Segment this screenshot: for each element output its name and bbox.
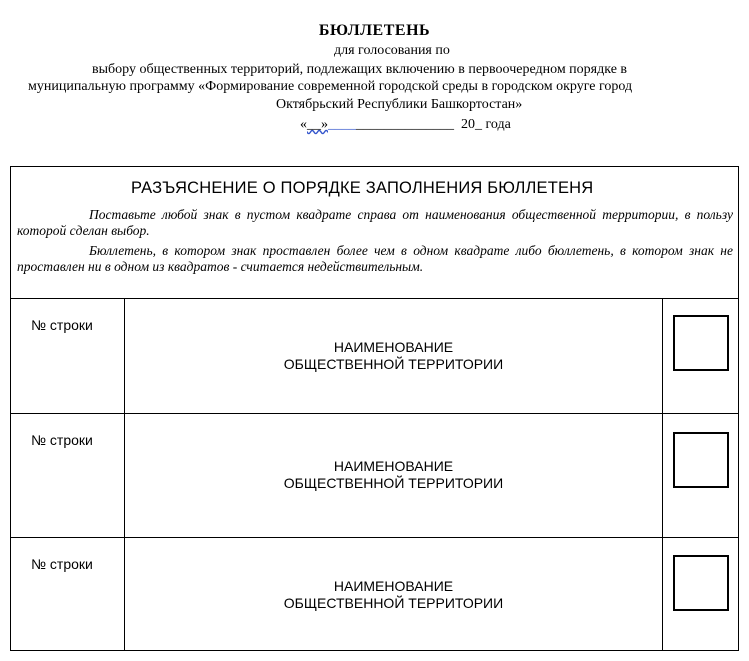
territory-name-line-2: ОБЩЕСТВЕННОЙ ТЕРРИТОРИИ: [283, 595, 504, 611]
date-day: __»: [307, 117, 328, 132]
header-line-4: Октябрьский Республики Башкортостан»: [276, 97, 523, 112]
territory-name: [125, 578, 662, 612]
row-number-label: № строки: [31, 556, 93, 572]
vote-checkbox[interactable]: [673, 555, 729, 611]
row-number-label: № строки: [31, 317, 93, 333]
row-number-cell: [11, 414, 125, 537]
date-month-blank: ______________: [356, 117, 454, 132]
instructions-paragraph-1: Поставьте любой знак в пустом квадрате справа от наименования общественной территории, в пользу которой сделан выбор.: [17, 207, 733, 238]
header-line-3: муниципальную программу «Формирование современной городской среды в городском округе город: [28, 79, 633, 94]
ballot-title: БЮЛЛЕТЕНЬ: [318, 22, 431, 39]
territory-name-cell: [125, 538, 663, 650]
territory-name-line-2: ОБЩЕСТВЕННОЙ ТЕРРИТОРИИ: [283, 356, 504, 372]
row-number-label: № строки: [31, 432, 93, 448]
date-year: 20_ года: [461, 117, 511, 132]
territory-name-line-1: НАИМЕНОВАНИЕ: [333, 458, 454, 474]
header-line-2: выбору общественных территорий, подлежащих включению в первоочередном порядке в: [92, 62, 628, 77]
row-number-cell: [11, 538, 125, 650]
territory-row: [11, 414, 738, 538]
territory-name-cell: [125, 414, 663, 537]
territory-row: [11, 299, 738, 414]
date-open-quote: «: [300, 117, 307, 132]
ballot-date: [300, 116, 511, 133]
territory-name-line-2: ОБЩЕСТВЕННОЙ ТЕРРИТОРИИ: [283, 475, 504, 491]
instructions-title: РАЗЪЯСНЕНИЕ О ПОРЯДКЕ ЗАПОЛНЕНИЯ БЮЛЛЕТЕНЯ: [131, 179, 594, 197]
vote-checkbox[interactable]: [673, 315, 729, 371]
checkbox-cell: [663, 414, 738, 537]
row-number-cell: [11, 299, 125, 413]
territory-name: [125, 458, 662, 492]
vote-checkbox[interactable]: [673, 432, 729, 488]
territory-name-line-1: НАИМЕНОВАНИЕ: [333, 339, 454, 355]
territory-name-cell: [125, 299, 663, 413]
instructions-section: [11, 167, 738, 299]
header-line-1: для голосования по: [334, 43, 450, 58]
instructions-paragraph-2: Бюллетень, в котором знак проставлен более чем в одном квадрате либо бюллетень, в котором знак не проставлен ни в одном из квадратов - считается недействительным.: [17, 243, 733, 274]
territory-name-line-1: НАИМЕНОВАНИЕ: [333, 578, 454, 594]
territory-name: [125, 339, 662, 373]
territory-row: [11, 538, 738, 650]
ballot-table: [10, 166, 739, 651]
checkbox-cell: [663, 299, 738, 413]
checkbox-cell: [663, 538, 738, 650]
date-blank: ____: [328, 117, 356, 132]
